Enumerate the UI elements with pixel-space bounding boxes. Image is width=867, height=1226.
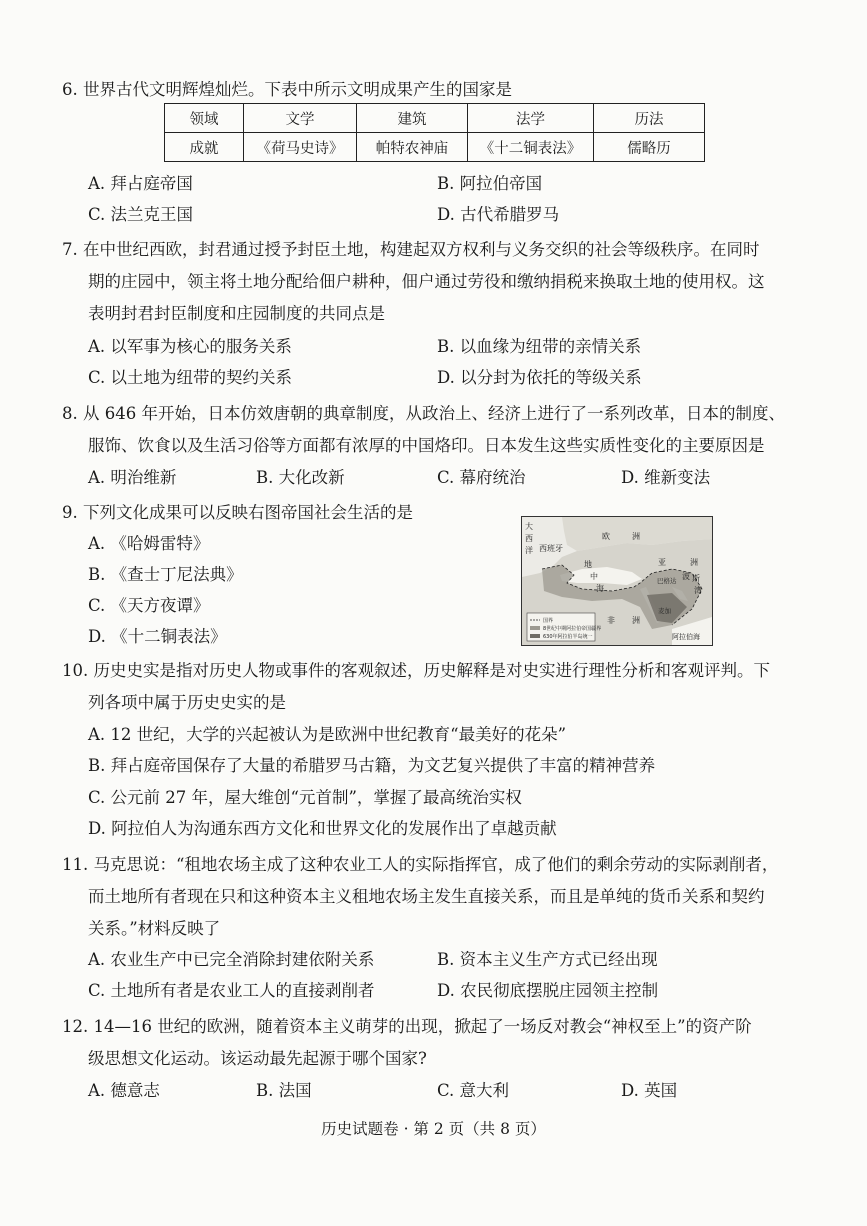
q7-stem-line2: 期的庄园中，领主将土地分配给佃户耕种，佃户通过劳役和缴纳捐税来换取土地的使用权。这 — [88, 272, 765, 291]
q9-stem: 9. 下列文化成果可以反映右图帝国社会生活的是 — [62, 503, 413, 522]
q10-option-c[interactable]: C. 公元前 27 年，屋大维创“元首制”，掌握了最高统治实权 — [88, 788, 522, 807]
table-cell: 儒略历 — [594, 133, 705, 162]
q10-option-b[interactable]: B. 拜占庭帝国保存了大量的希腊罗马古籍，为文艺复兴提供了丰富的精神营养 — [88, 756, 656, 775]
q9-option-b[interactable]: B. 《查士丁尼法典》 — [88, 565, 243, 584]
table-cell: 帕特农神庙 — [357, 133, 468, 162]
q6-option-c[interactable]: C. 法兰克王国 — [88, 205, 194, 224]
table-cell: 领域 — [165, 104, 244, 133]
map-label: 地 — [584, 560, 592, 569]
table-row — [165, 104, 705, 133]
q10-option-d[interactable]: D. 阿拉伯人为沟通东西方文化和世界文化的发展作出了卓越贡献 — [88, 819, 557, 838]
map-legend-item: 630年阿拉伯半岛统一 — [543, 634, 593, 640]
map-label: 洲 — [632, 616, 640, 625]
table-cell: 法学 — [468, 104, 594, 133]
map-label: 西班牙 — [539, 544, 563, 553]
q11-option-d[interactable]: D. 农民彻底摆脱庄园领主控制 — [437, 981, 659, 1000]
q8-stem-line1: 8. 从 646 年开始，日本仿效唐朝的典章制度，从政治上、经济上进行了一系列改革，日本的制度、 — [62, 404, 785, 423]
q11-option-c[interactable]: C. 土地所有者是农业工人的直接剥削者 — [88, 981, 375, 1000]
map-label: 非 — [607, 616, 615, 625]
map-legend-item: 国界 — [543, 618, 554, 624]
q11-stem-line1: 11. 马克思说：“租地农场主成了这种农业工人的实际指挥官，成了他们的剩余劳动的实际剥削者， — [62, 855, 779, 874]
map-label: 洋 — [525, 546, 533, 555]
table-cell: 文学 — [244, 104, 357, 133]
map-label: 阿拉伯海 — [672, 633, 700, 641]
arab-empire-map — [521, 516, 713, 646]
table-cell: 《荷马史诗》 — [244, 133, 357, 162]
q8-option-c[interactable]: C. 幕府统治 — [437, 468, 526, 487]
q6-stem: 6. 世界古代文明辉煌灿烂。下表中所示文明成果产生的国家是 — [62, 80, 512, 99]
table-cell: 历法 — [594, 104, 705, 133]
q11-option-a[interactable]: A. 农业生产中已完全消除封建依附关系 — [88, 950, 375, 969]
map-label: 湾 — [694, 586, 702, 595]
q7-stem-line3: 表明封君封臣制度和庄园制度的共同点是 — [88, 304, 385, 323]
q9-option-c[interactable]: C. 《天方夜谭》 — [88, 596, 210, 615]
table-row — [165, 133, 705, 162]
q10-stem-line2: 列各项中属于历史史实的是 — [88, 693, 286, 712]
q12-option-a[interactable]: A. 德意志 — [88, 1081, 160, 1100]
q11-stem-line3: 关系。”材料反映了 — [88, 919, 221, 938]
q12-option-d[interactable]: D. 英国 — [621, 1081, 678, 1100]
q8-option-d[interactable]: D. 维新变法 — [621, 468, 711, 487]
q11-option-b[interactable]: B. 资本主义生产方式已经出现 — [437, 950, 658, 969]
q10-stem-line1: 10. 历史史实是指对历史人物或事件的客观叙述，历史解释是对史实进行理性分析和客观评判。下 — [62, 661, 770, 680]
q11-stem-line2: 而土地所有者现在只和这种资本主义租地农场主发生直接关系，而且是单纯的货币关系和契约 — [88, 887, 765, 906]
q12-option-c[interactable]: C. 意大利 — [437, 1081, 510, 1100]
q7-option-a[interactable]: A. 以军事为核心的服务关系 — [88, 337, 292, 356]
q10-option-a[interactable]: A. 12 世纪，大学的兴起被认为是欧洲中世纪教育“最美好的花朵” — [88, 725, 567, 744]
map-label: 麦加 — [658, 607, 671, 615]
q6-option-b[interactable]: B. 阿拉伯帝国 — [437, 174, 543, 193]
map-label: 中 — [590, 572, 598, 581]
map-legend-item: 8世纪中期阿拉伯帝国疆界 — [543, 626, 602, 632]
map-label: 海 — [596, 584, 604, 593]
q7-option-b[interactable]: B. 以血缘为纽带的亲情关系 — [437, 337, 642, 356]
q9-option-d[interactable]: D. 《十二铜表法》 — [88, 627, 227, 646]
q9-option-a[interactable]: A. 《哈姆雷特》 — [88, 534, 210, 553]
map-label: 亚 — [658, 558, 666, 567]
map-label: 西 — [525, 534, 533, 543]
map-label: 斯 — [692, 574, 700, 583]
map-label: 大 — [525, 522, 533, 531]
map-label: 洲 — [690, 558, 698, 567]
map-label: 洲 — [632, 532, 640, 541]
q7-option-c[interactable]: C. 以土地为纽带的契约关系 — [88, 368, 293, 387]
q12-stem-line1: 12. 14—16 世纪的欧洲，随着资本主义萌芽的出现，掀起了一场反对教会“神权至上”的资产阶 — [62, 1017, 752, 1036]
q6-option-d[interactable]: D. 古代希腊罗马 — [437, 205, 560, 224]
map-label: 巴格达 — [657, 577, 677, 585]
map-label: 欧 — [602, 532, 610, 541]
map-graphic — [522, 517, 712, 645]
q7-option-d[interactable]: D. 以分封为依托的等级关系 — [437, 368, 642, 387]
q6-option-a[interactable]: A. 拜占庭帝国 — [88, 174, 193, 193]
q8-option-a[interactable]: A. 明治维新 — [88, 468, 177, 487]
page-footer: 历史试题卷 · 第 2 页（共 8 页） — [321, 1120, 546, 1138]
q12-stem-line2: 级思想文化运动。该运动最先起源于哪个国家? — [88, 1049, 427, 1068]
table-cell: 成就 — [165, 133, 244, 162]
map-label: 波 — [682, 572, 690, 581]
table-cell: 《十二铜表法》 — [468, 133, 594, 162]
table-cell: 建筑 — [357, 104, 468, 133]
q7-stem-line1: 7. 在中世纪西欧，封君通过授予封臣土地，构建起双方权利与义务交织的社会等级秩序。在同时 — [62, 240, 760, 259]
civilization-table — [164, 103, 705, 162]
q8-option-b[interactable]: B. 大化改新 — [256, 468, 345, 487]
q12-option-b[interactable]: B. 法国 — [256, 1081, 312, 1100]
q8-stem-line2: 服饰、饮食以及生活习俗等方面都有浓厚的中国烙印。日本发生这些实质性变化的主要原因是 — [88, 436, 765, 455]
